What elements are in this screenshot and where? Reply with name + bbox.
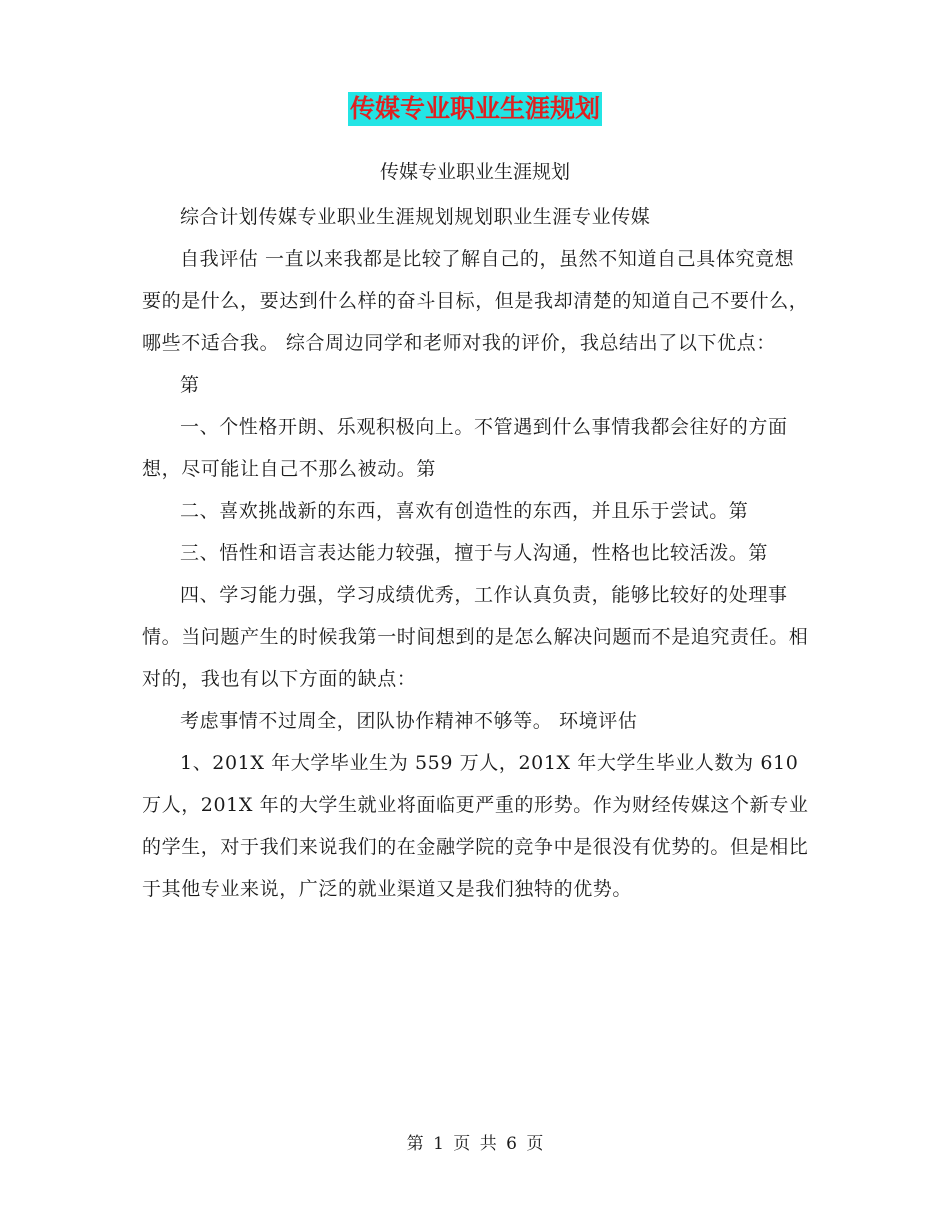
document-subtitle: 传媒专业职业生涯规划 [379,161,570,183]
paragraph: 二、喜欢挑战新的东西，喜欢有创造性的东西，并且乐于尝试。第 [180,500,749,522]
paragraph: 一、个性格开朗、乐观积极向上。不管遇到什么事情我都会往好的方面想，尽可能让自己不那么被动。第 [142,416,788,480]
paragraph: 自我评估 一直以来我都是比较了解自己的，虽然不知道自己具体究竟想要的是什么，要达到什么样的奋斗目标，但是我却清楚的知道自己不要什么，哪些不适合我。 综合周边同学和老师对我的评价，我总结出了以下优点： [142,248,809,354]
banner-container [0,92,950,126]
paragraph: 1、201X 年大学毕业生为 559 万人，201X 年大学生毕业人数为 610 万人，201X 年的大学生就业将面临更严重的形势。作为财经传媒这个新专业的学生，对于我们来说我们的在金融学院的竞争中是很没有优势的。但是相比于其他专业来说，广泛的就业渠道又是我们独特的优势。 [142,752,809,900]
paragraph: 综合计划传媒专业职业生涯规划规划职业生涯专业传媒 [180,206,651,228]
paragraph: 三、悟性和语言表达能力较强，擅于与人沟通，性格也比较活泼。第 [180,542,769,564]
document-body [142,196,810,910]
paragraph: 第 [180,374,200,396]
paragraph: 考虑事情不过周全，团队协作精神不够等。 环境评估 [180,710,638,732]
document-title-banner: 传媒专业职业生涯规划 [348,92,602,126]
page-footer: 第 1 页 共 6 页 [406,1134,544,1154]
paragraph: 四、学习能力强，学习成绩优秀，工作认真负责，能够比较好的处理事情。当问题产生的时候我第一时间想到的是怎么解决问题而不是追究责任。相对的，我也有以下方面的缺点： [142,584,809,690]
